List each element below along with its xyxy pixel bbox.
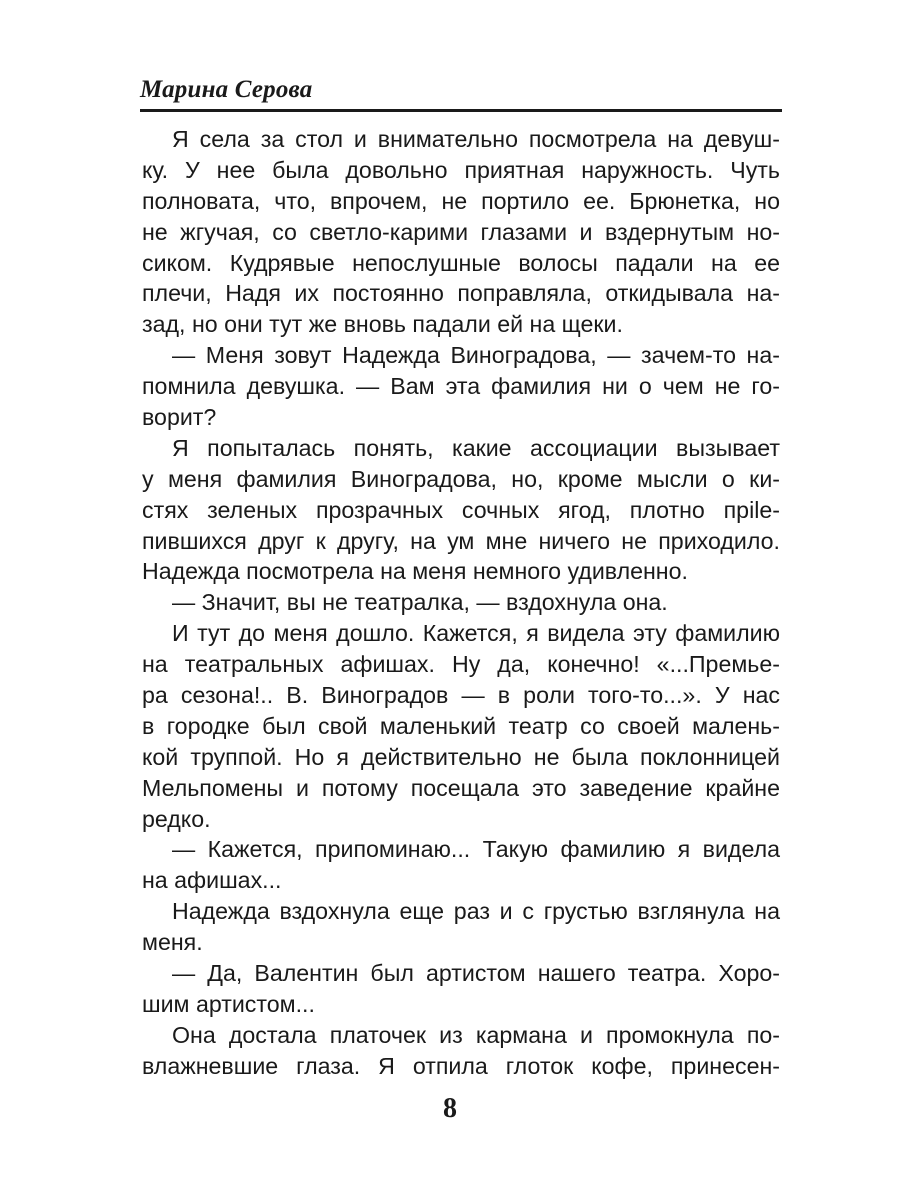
text-line: — Да, Валентин был артистом нашего театра. Хоро- — [172, 960, 780, 987]
text-line: влажневшие глаза. Я отпила глоток кофе, принесен- — [142, 1052, 780, 1079]
text-line: Надежда посмотрела на меня немного удивленно. — [142, 558, 688, 585]
text-line: сиком. Кудрявые непослушные волосы падали на ее — [142, 249, 780, 276]
text-line: на театральных афишах. Ну да, конечно! «...Премье- — [142, 651, 780, 678]
text-line: меня. — [142, 929, 203, 956]
text-line: стях зеленых прозрачных сочных ягод, плотно прile- — [142, 496, 780, 523]
text-line: пившихся друг к другу, на ум мне ничего не приходило. — [142, 527, 780, 554]
text-line: помнила девушка. — Вам эта фамилия ни о чем не го- — [142, 373, 780, 400]
text-line: Она достала платочек из кармана и промокнула по- — [172, 1021, 780, 1048]
text-line: — Кажется, припоминаю... Такую фамилию я видела — [172, 836, 780, 863]
text-line: И тут до меня дошло. Кажется, я видела эту фамилию — [172, 620, 780, 647]
text-line: кой труппой. Но я действительно не была поклонницей — [142, 743, 780, 770]
text-line: Я села за стол и внимательно посмотрела на девуш- — [172, 126, 780, 152]
text-line: Надежда вздохнула еще раз и с грустью взглянула на — [172, 898, 780, 925]
text-line: на афишах... — [142, 867, 282, 894]
text-line: — Значит, вы не театралка, — вздохнула она. — [172, 589, 668, 616]
text-line: зад, но они тут же вновь падали ей на щеки. — [142, 311, 623, 338]
running-head-author: Марина Серова — [140, 76, 313, 103]
text-line: Я попыталась понять, какие ассоциации вызывает — [172, 434, 780, 461]
text-line: плечи, Надя их постоянно поправляла, откидывала на- — [142, 280, 780, 307]
text-line: не жгучая, со светло-карими глазами и вздернутым но- — [142, 218, 780, 245]
text-line: у меня фамилия Виноградова, но, кроме мысли о ки- — [142, 465, 780, 492]
text-line: полновата, что, впрочем, не портило ее. Брюнетка, но — [142, 187, 780, 214]
text-line: ра сезона!.. В. Виноградов — в роли того-то...». У нас — [142, 682, 780, 709]
text-line: Мельпомены и потому посещала это заведение крайне — [142, 774, 780, 801]
text-line: — Меня зовут Надежда Виноградова, — зачем-то на- — [172, 342, 780, 369]
page-number: 8 — [443, 1093, 457, 1124]
text-line: ку. У нее была довольно приятная наружность. Чуть — [142, 156, 780, 183]
body-text — [142, 124, 780, 1082]
text-line: шим артистом... — [142, 990, 315, 1017]
text-line: в городке был свой маленький театр со своей малень- — [142, 712, 780, 739]
text-line: ворит? — [142, 404, 217, 431]
header-rule — [140, 109, 782, 112]
text-line: редко. — [142, 805, 211, 832]
